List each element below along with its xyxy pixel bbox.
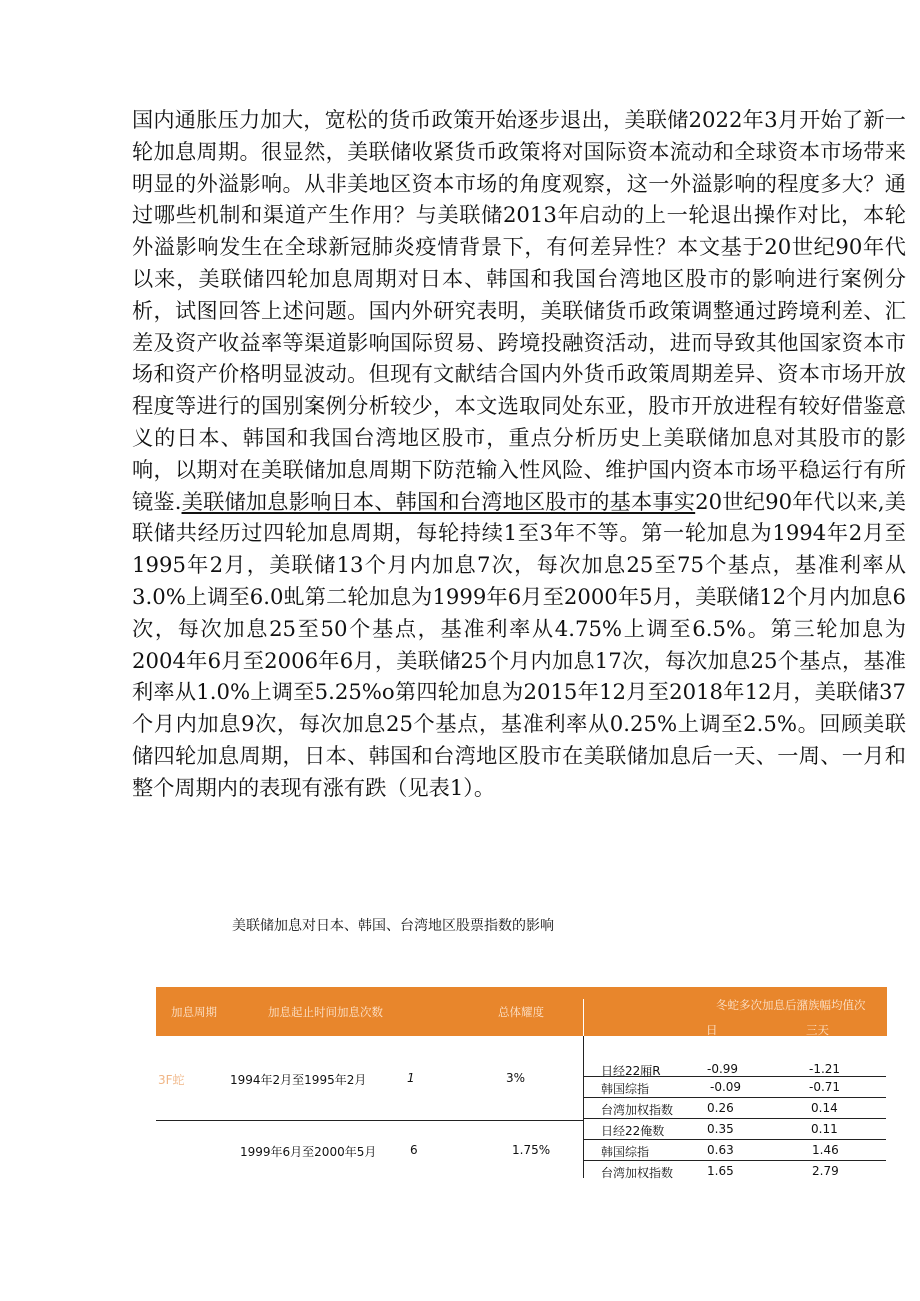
market-three-value: 1.46 xyxy=(812,1143,839,1157)
row-divider xyxy=(583,1118,886,1119)
market-name: 韩国综指 xyxy=(601,1145,650,1159)
market-name: 台湾加权指数 xyxy=(601,1166,674,1180)
row-2-dates: 1999年6月至2000年5月 xyxy=(240,1145,377,1159)
market-three-value: 0.11 xyxy=(811,1122,838,1136)
body-text-after-heading: 20世纪90年代以来,美联储共经历过四轮加息周期，每轮持续1至3年不等。第一轮加息为1994年2月至1995年2月，美联储13个月内加息7次，每次加息25至75个基点，基准利率从3.0%上调至6.0虬第二轮加息为1999年6月至2000年5月，美联储12个月内加息6次，每次加息25至50个基点，基准利率从4.75%上调至6.5%。第三轮加息为2004年6月至2006年6月，美联储25个月内加息17次，每次加息25个基点，基准利率从1.0%上调至5.25%o第四轮加息为2015年12月至2018年12月，美联储37个月内加息9次，每次加息25个基点，基准利率从0.25%上调至2.5%。回顾美联储四轮加息周期，日本、韩国和台湾地区股市在美联储加息后一天、一周、一月和整个周期内的表现有涨有跌（见表1）。 xyxy=(132,488,906,800)
header-sub-three: 三天 xyxy=(806,1023,829,1037)
period-divider xyxy=(156,1120,584,1121)
header-divider xyxy=(583,999,584,1036)
header-dates-count: 加息起止时间加息次数 xyxy=(268,1005,383,1019)
header-sub-day: 日 xyxy=(706,1023,718,1037)
market-three-value: -1.21 xyxy=(809,1062,841,1076)
market-three-value: -0.71 xyxy=(809,1080,841,1094)
market-name: 韩国综指 xyxy=(601,1082,650,1096)
market-column-divider xyxy=(583,1036,584,1178)
row-2-count: 6 xyxy=(410,1143,418,1157)
row-1-count: 1 xyxy=(407,1071,415,1085)
market-name: 日经22俺数 xyxy=(601,1124,665,1138)
row-divider xyxy=(583,1160,886,1161)
row-divider xyxy=(583,1139,886,1140)
row-1-period: 3F蛇 xyxy=(158,1073,185,1087)
market-name: 日经22厢R xyxy=(601,1064,661,1078)
market-name: 台湾加权指数 xyxy=(601,1103,674,1117)
row-1-total: 3% xyxy=(506,1071,526,1085)
header-period: 加息周期 xyxy=(171,1005,217,1019)
header-group: 冬蛇多次加息后潴族幅均值次 xyxy=(716,998,866,1012)
market-day-value: -0.99 xyxy=(707,1062,739,1076)
body-text-before-heading: 国内通胀压力加大，宽松的货币政策开始逐步退出，美联储2022年3月开始了新一轮加息周期。很显然，美联储收紧货币政策将对国际资本流动和全球资本市场带来明显的外溢影响。从非美地区资本市场的角度观察，这一外溢影响的程度多大？通过哪些机制和渠道产生作用？与美联储2013年启动的上一轮退出操作对比，本轮外溢影响发生在全球新冠肺炎疫情背景下，有何差异性？本文基于20世纪90年代以来，美联储四轮加息周期对日本、韩国和我国台湾地区股市的影响进行案例分析，试图回答上述问题。国内外研究表明，美联储货币政策调整通过跨境利差、汇差及资产收益率等渠道影响国际贸易、跨境投融资活动，进而导致其他国家资本市场和资产价格明显波动。但现有文献结合国内外货币政策周期差异、资本市场开放程度等进行的国别案例分析较少，本文选取同处东亚，股市开放进程有较好借鉴意义的日本、韩国和我国台湾地区股市，重点分析历史上美联储加息对其股市的影响，以期对在美联储加息周期下防范输入性风险、维护国内资本市场平稳运行有所镜鉴. xyxy=(132,107,906,514)
header-total: 总体耀度 xyxy=(498,1005,544,1019)
table-header xyxy=(156,987,887,1036)
row-2-total: 1.75% xyxy=(512,1143,551,1157)
section-heading-underlined: 美联储加息影响日本、韩国和台湾地区股市的基本事实 xyxy=(181,488,696,514)
market-day-value: -0.09 xyxy=(710,1080,742,1094)
market-day-value: 0.35 xyxy=(707,1122,734,1136)
market-three-value: 0.14 xyxy=(811,1101,838,1115)
body-paragraph xyxy=(132,104,906,804)
market-three-value: 2.79 xyxy=(812,1164,839,1178)
row-divider xyxy=(583,1097,886,1098)
market-day-value: 0.26 xyxy=(707,1101,734,1115)
market-day-value: 0.63 xyxy=(707,1143,734,1157)
market-day-value: 1.65 xyxy=(707,1164,734,1178)
row-1-dates: 1994年2月至1995年2月 xyxy=(230,1073,367,1087)
table-title: 美联储加息对日本、韩国、台湾地区股票指数的影响 xyxy=(232,918,554,934)
